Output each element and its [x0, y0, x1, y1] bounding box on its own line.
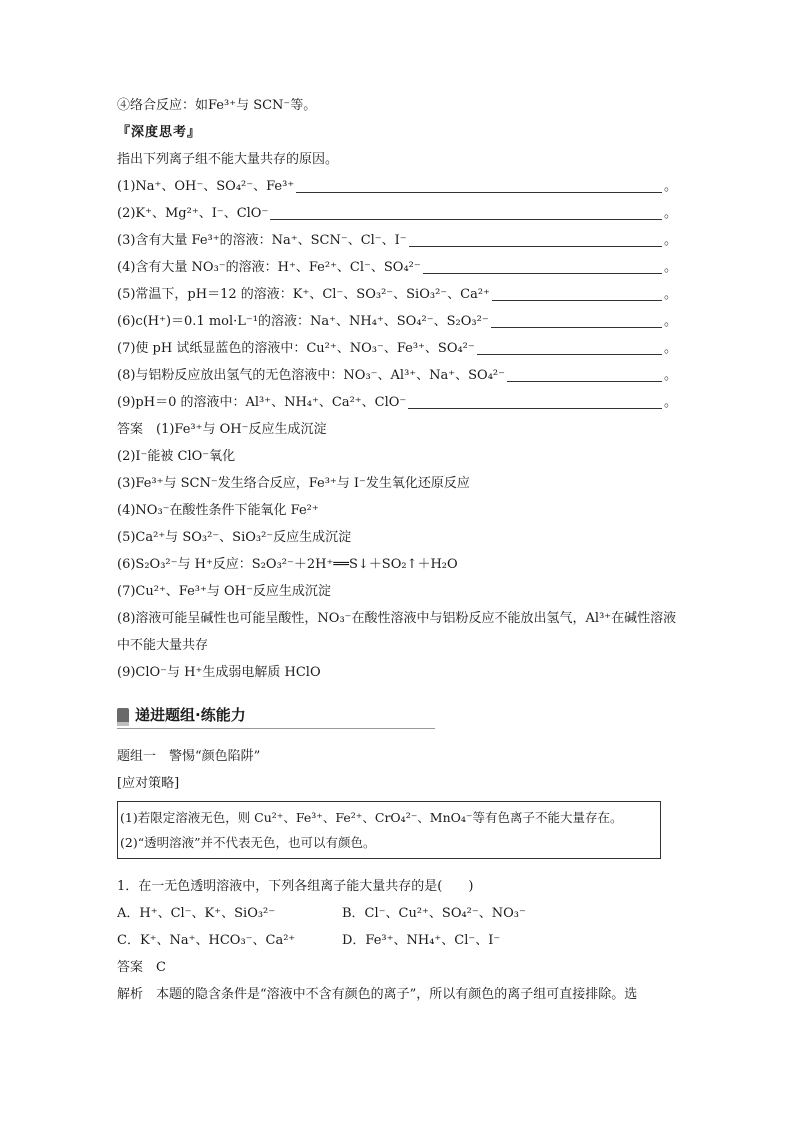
period: 。 [663, 260, 677, 275]
period: 。 [663, 314, 677, 329]
question-6 [117, 308, 677, 335]
question-1-analysis: 解析 本题的隐含条件是“溶液中不含有颜色的离子”，所以有颜色的离子组可直接排除。选 [117, 987, 638, 1002]
answer-blank [409, 246, 662, 247]
period: 。 [663, 368, 677, 383]
period: 。 [663, 233, 677, 248]
options-row-2 [117, 927, 677, 954]
question-prompt: 指出下列离子组不能大量共存的原因。 [117, 152, 339, 167]
period: 。 [663, 395, 677, 410]
answer-1: 答案 (1)Fe³⁺与 OH⁻反应生成沉淀 [117, 422, 327, 437]
question-3-text: (3)含有大量 Fe³⁺的溶液：Na⁺、SCN⁻、Cl⁻、I⁻ [117, 233, 407, 248]
answer-6: (6)S₂O₃²⁻与 H⁺反应：S₂O₃²⁻＋2H⁺══S↓＋SO₂↑＋H₂O [117, 557, 458, 572]
answer-4: (4)NO₃⁻在酸性条件下能氧化 Fe²⁺ [117, 503, 319, 518]
option-b: B．Cl⁻、Cu²⁺、SO₄²⁻、NO₃⁻ [342, 906, 526, 921]
period: 。 [663, 179, 677, 194]
answer-9: (9)ClO⁻与 H⁺生成弱电解质 HClO [117, 665, 321, 680]
question-4-text: (4)含有大量 NO₃⁻的溶液：H⁺、Fe²⁺、Cl⁻、SO₄²⁻ [117, 260, 421, 275]
question-9-text: (9)pH＝0 的溶液中：Al³⁺、NH₄⁺、Ca²⁺、ClO⁻ [117, 395, 407, 410]
group-title: 题组一 警惕“颜色陷阱” [117, 749, 261, 764]
answer-blank [507, 381, 662, 382]
answer-blank [408, 408, 662, 409]
option-c: C．K⁺、Na⁺、HCO₃⁻、Ca²⁺ [117, 933, 296, 948]
answer-blank [492, 300, 662, 301]
period: 。 [663, 287, 677, 302]
period: 。 [663, 206, 677, 221]
answer-3: (3)Fe³⁺与 SCN⁻发生络合反应，Fe³⁺与 I⁻发生氧化还原反应 [117, 476, 470, 491]
complex-reaction-note: ④络合反应：如Fe³⁺与 SCN⁻等。 [117, 98, 317, 113]
strategy-box [117, 801, 661, 859]
question-3 [117, 227, 677, 254]
answer-blank [270, 219, 662, 220]
answer-blank [491, 327, 662, 328]
answer-8: (8)溶液可能呈碱性也可能呈酸性，NO₃⁻在酸性溶液中与铝粉反应不能放出氢气，Al³⁺在碱性溶液中不能大量共存 [117, 611, 677, 653]
question-7-text: (7)使 pH 试纸显蓝色的溶液中：Cu²⁺、NO₃⁻、Fe³⁺、SO₄²⁻ [117, 341, 475, 356]
section-title: 递进题组·练能力 [135, 706, 246, 724]
answer-blank [477, 354, 662, 355]
deep-thinking-title: 『深度思考』 [117, 125, 202, 140]
strategy-line-1: (1)若限定溶液无色，则 Cu²⁺、Fe³⁺、Fe²⁺、CrO₄²⁻、MnO₄⁻等有色离子不能大量存在。 [120, 810, 623, 825]
question-1 [117, 173, 677, 200]
question-8-text: (8)与铝粉反应放出氢气的无色溶液中：NO₃⁻、Al³⁺、Na⁺、SO₄²⁻ [117, 368, 505, 383]
question-8 [117, 362, 677, 389]
question-2-text: (2)K⁺、Mg²⁺、I⁻、ClO⁻ [117, 206, 269, 221]
answer-blank [423, 273, 662, 274]
answer-7: (7)Cu²⁺、Fe³⁺与 OH⁻反应生成沉淀 [117, 584, 331, 599]
section-marker-icon [117, 708, 129, 722]
period: 。 [663, 341, 677, 356]
strategy-label: [应对策略] [117, 776, 180, 791]
question-7 [117, 335, 677, 362]
question-6-text: (6)c(H⁺)＝0.1 mol·L⁻¹的溶液：Na⁺、NH₄⁺、SO₄²⁻、S₂O₃²⁻ [117, 314, 489, 329]
strategy-line-2: (2)“透明溶液”并不代表无色，也可以有颜色。 [120, 835, 376, 850]
question-9 [117, 389, 677, 416]
question-2 [117, 200, 677, 227]
option-d: D．Fe³⁺、NH₄⁺、Cl⁻、I⁻ [342, 933, 501, 948]
question-5-text: (5)常温下，pH＝12 的溶液：K⁺、Cl⁻、SO₃²⁻、SiO₃²⁻、Ca²⁺ [117, 287, 490, 302]
question-5 [117, 281, 677, 308]
section-header [117, 702, 435, 729]
question-4 [117, 254, 677, 281]
document-page [117, 92, 677, 1008]
answer-5: (5)Ca²⁺与 SO₃²⁻、SiO₃²⁻反应生成沉淀 [117, 530, 352, 545]
options-row-1 [117, 900, 677, 927]
question-1-text: (1)Na⁺、OH⁻、SO₄²⁻、Fe³⁺ [117, 179, 295, 194]
answer-blank [296, 192, 662, 193]
question-1-answer: 答案 C [117, 960, 166, 975]
answer-2: (2)I⁻能被 ClO⁻氧化 [117, 449, 236, 464]
option-a: A．H⁺、Cl⁻、K⁺、SiO₃²⁻ [117, 906, 276, 921]
question-1-stem: 1．在一无色透明溶液中，下列各组离子能大量共存的是( ) [117, 879, 474, 894]
